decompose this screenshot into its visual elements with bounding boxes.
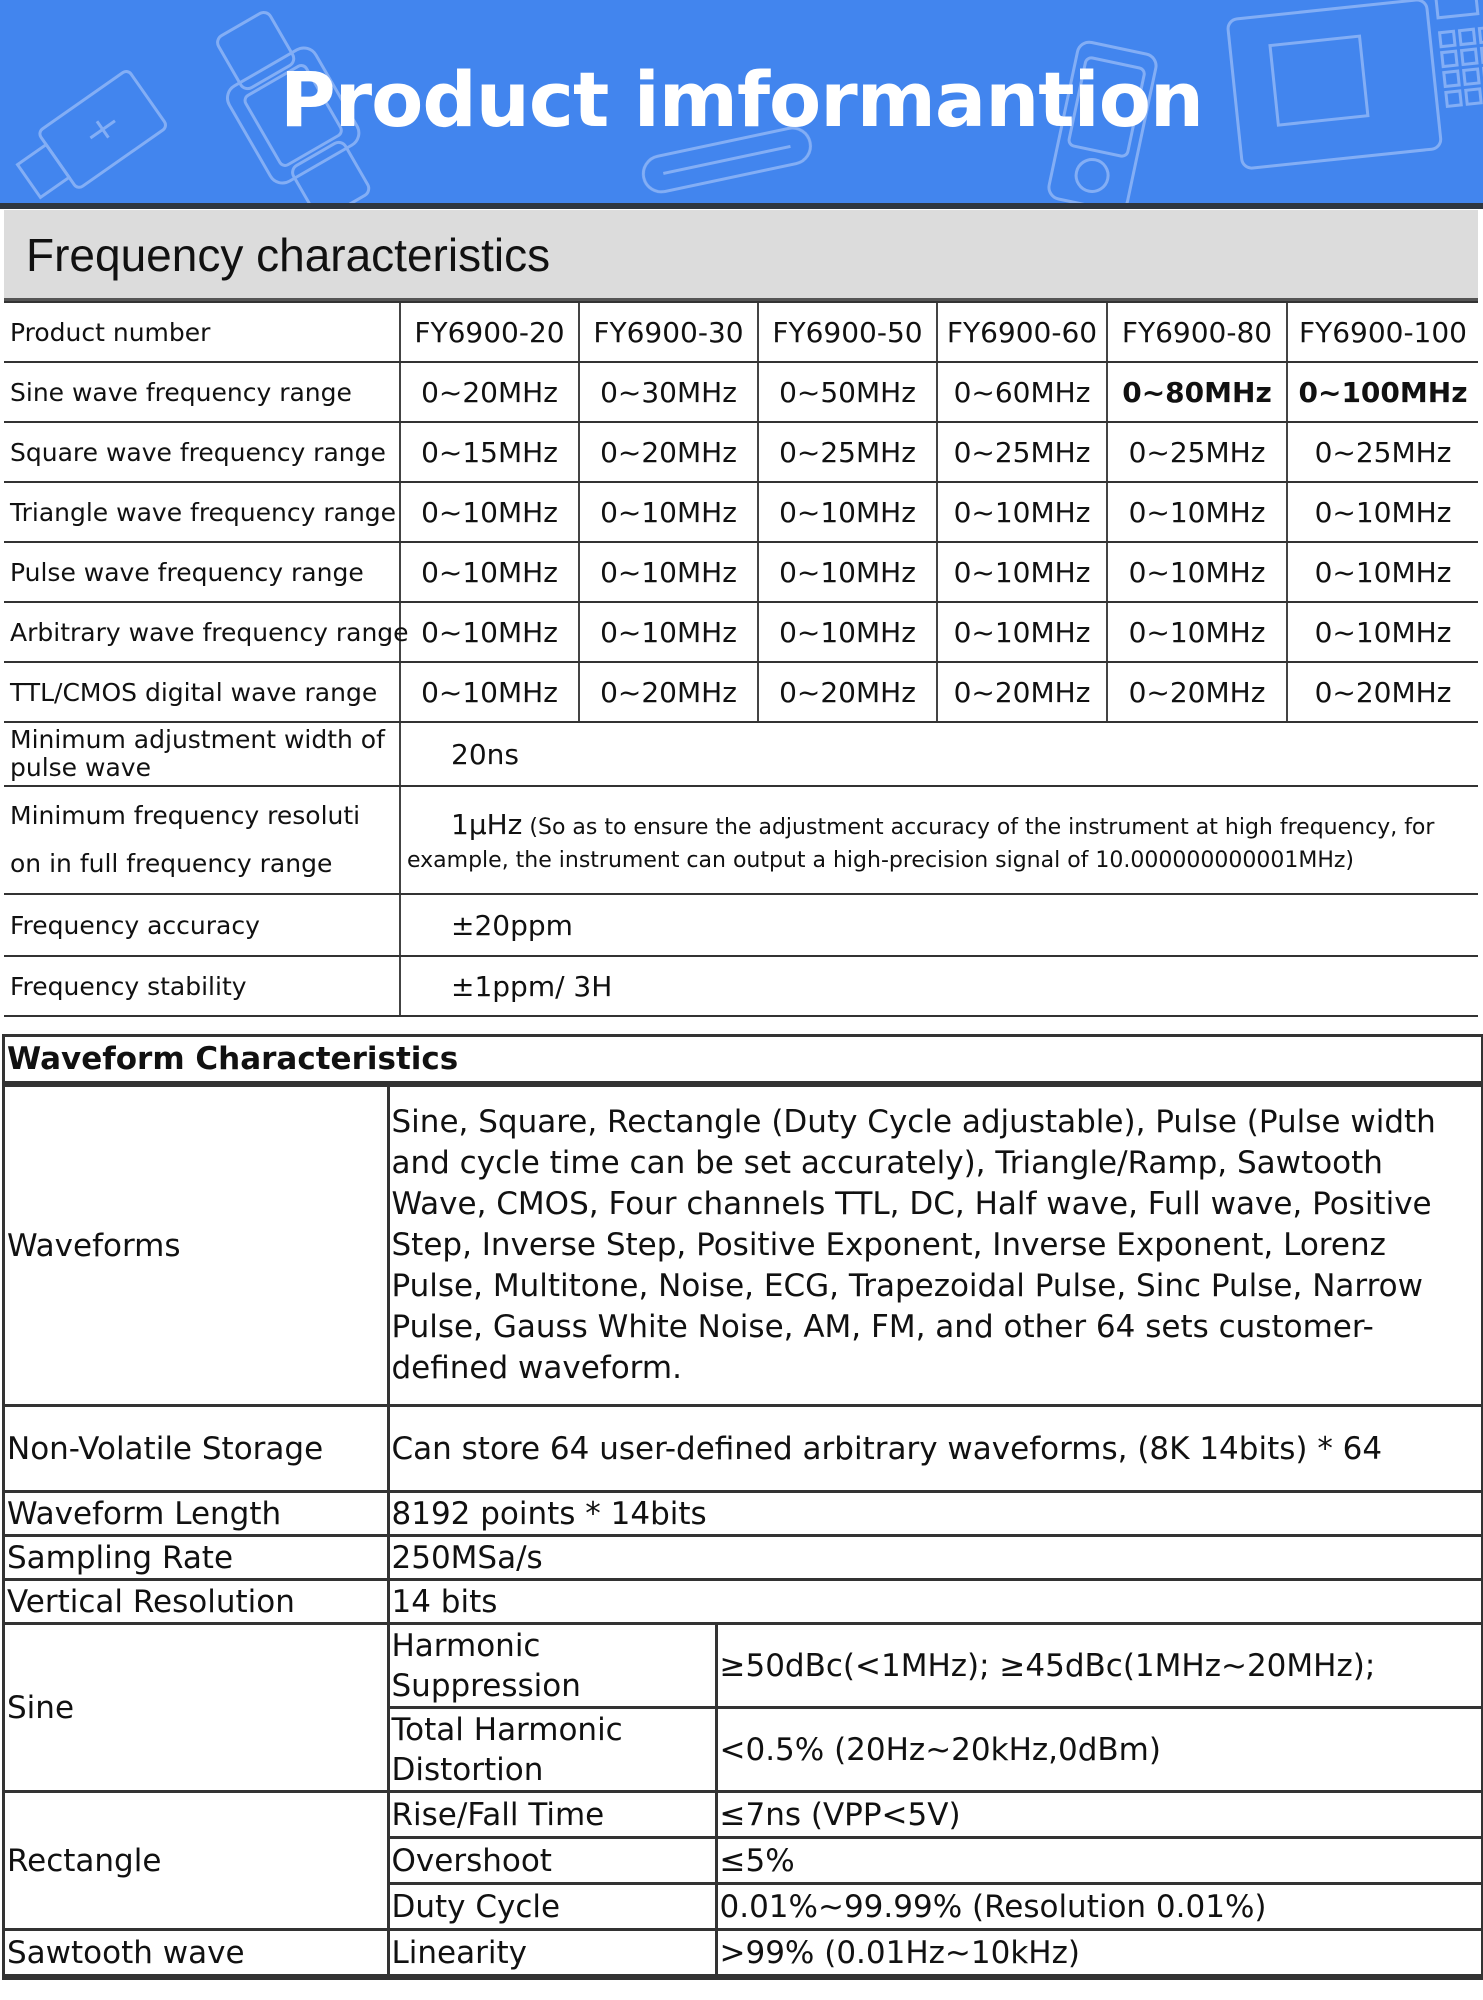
model-header: FY6900-60 (937, 302, 1107, 362)
cell-value: 0~10MHz (579, 542, 758, 602)
row-label: Sampling Rate (5, 1536, 388, 1580)
table-row (5, 1792, 1481, 1838)
cell-value: 0~20MHz (1107, 662, 1287, 722)
cell-value: 0~10MHz (400, 602, 579, 662)
cell-value: 0~50MHz (758, 362, 937, 422)
cell-value: 0~10MHz (400, 482, 579, 542)
cell-value: 0~25MHz (937, 422, 1107, 482)
header-label: Product number (4, 302, 400, 362)
model-header: FY6900-50 (758, 302, 937, 362)
cell-value: 0~10MHz (1287, 602, 1478, 662)
group-label: Sawtooth wave (5, 1930, 388, 1976)
param-value: >99% (0.01Hz~10kHz) (716, 1930, 1481, 1976)
cell-value: 0~20MHz (579, 422, 758, 482)
cell-value: 0~25MHz (758, 422, 937, 482)
cell-value: 0~20MHz (579, 662, 758, 722)
frequency-section (4, 210, 1478, 1017)
table-row (4, 662, 1478, 722)
table-row (5, 1580, 1481, 1624)
param-label: Linearity (388, 1930, 716, 1976)
cell-value: 0~20MHz (400, 362, 579, 422)
cell-value: 0~10MHz (758, 602, 937, 662)
waveform-section-title: Waveform Characteristics (5, 1037, 1481, 1084)
table-row (5, 1536, 1481, 1580)
cell-value: 0~10MHz (400, 662, 579, 722)
cell-value: 14 bits (388, 1580, 1481, 1624)
param-label: Harmonic Suppression (388, 1624, 716, 1708)
table-row (4, 482, 1478, 542)
model-header: FY6900-100 (1287, 302, 1478, 362)
cell-value: 0~25MHz (1287, 422, 1478, 482)
table-row (5, 1624, 1481, 1708)
table-row (5, 1086, 1481, 1406)
cell-value: 0~15MHz (400, 422, 579, 482)
row-label: Frequency accuracy (4, 894, 400, 956)
row-label: TTL/CMOS digital wave range (4, 662, 400, 722)
table-row (4, 786, 1478, 894)
cell-value: 0~20MHz (758, 662, 937, 722)
param-value: ≥50dBc(<1MHz); ≥45dBc(1MHz~20MHz); (716, 1624, 1481, 1708)
cell-value: 0~10MHz (1107, 542, 1287, 602)
group-label: Rectangle (5, 1792, 388, 1930)
param-label: Duty Cycle (388, 1884, 716, 1930)
table-row (4, 302, 1478, 362)
cell-value: ±1ppm/ 3H (400, 956, 1478, 1016)
row-label: Arbitrary wave frequency range (4, 602, 400, 662)
resolution-value: 1μHz (451, 807, 523, 841)
table-row (4, 894, 1478, 956)
row-label: Non-Volatile Storage (5, 1406, 388, 1492)
cell-value: 0~10MHz (937, 482, 1107, 542)
table-row (4, 422, 1478, 482)
cell-value: Can store 64 user-defined arbitrary waveforms, (8K 14bits) * 64 (388, 1406, 1481, 1492)
model-header: FY6900-80 (1107, 302, 1287, 362)
row-label: Frequency stability (4, 956, 400, 1016)
banner (0, 0, 1483, 203)
cell-value: 8192 points * 14bits (388, 1492, 1481, 1536)
cell-value: 0~10MHz (400, 542, 579, 602)
resolution-note: (So as to ensure the adjustment accuracy of the instrument at high frequency, for example, the instrument can output a high-precision signal of 10.000000000001MHz) (407, 814, 1435, 873)
table-row (4, 956, 1478, 1016)
table-row (5, 1406, 1481, 1492)
param-value: ≤5% (716, 1838, 1481, 1884)
param-label: Total Harmonic Distortion (388, 1708, 716, 1792)
cell-value: 0~10MHz (1107, 482, 1287, 542)
row-label: Square wave frequency range (4, 422, 400, 482)
cell-value: 0~10MHz (1287, 482, 1478, 542)
table-row (4, 722, 1478, 786)
cell-value: 0~20MHz (1287, 662, 1478, 722)
cell-value: 0~10MHz (1107, 602, 1287, 662)
cell-value: 0~60MHz (937, 362, 1107, 422)
cell-value: 0~25MHz (1107, 422, 1287, 482)
cell-value: 0~100MHz (1287, 362, 1478, 422)
row-label: Minimum adjustment width of pulse wave (4, 722, 400, 786)
frequency-table (4, 301, 1478, 1017)
row-label: Vertical Resolution (5, 1580, 388, 1624)
table-row (5, 1930, 1481, 1976)
row-label: Sine wave frequency range (4, 362, 400, 422)
table-row (4, 542, 1478, 602)
cell-value: 250MSa/s (388, 1536, 1481, 1580)
model-header: FY6900-30 (579, 302, 758, 362)
row-label: Pulse wave frequency range (4, 542, 400, 602)
row-label: Triangle wave frequency range (4, 482, 400, 542)
cell-value: ±20ppm (400, 894, 1478, 956)
cell-value: 0~80MHz (1107, 362, 1287, 422)
cell-value: Sine, Square, Rectangle (Duty Cycle adjustable), Pulse (Pulse width and cycle time can be set accurately), Triangle/Ramp, Sawtooth Wave, CMOS, Four channels TTL, DC, Half wave, Full wave, Positive Step, Inverse Step, Positive Exponent, Inverse Exponent, Lorenz Pulse, Multitone, Noise, ECG, Trapezoidal Pulse, Sinc Pulse, Narrow Pulse, Gauss White Noise, AM, FM, and other 64 sets customer-defined waveform. (388, 1086, 1481, 1406)
cell-value: 0~10MHz (579, 602, 758, 662)
cell-value: 0~10MHz (937, 602, 1107, 662)
cell-value: 0~20MHz (937, 662, 1107, 722)
waveform-section (2, 1034, 1483, 1980)
table-row (5, 1492, 1481, 1536)
cell-value: 0~10MHz (1287, 542, 1478, 602)
param-label: Rise/Fall Time (388, 1792, 716, 1838)
frequency-section-title: Frequency characteristics (4, 210, 1478, 301)
row-label: Minimum frequency resoluti on in full frequency range (4, 786, 400, 894)
banner-divider (0, 203, 1483, 209)
param-label: Overshoot (388, 1838, 716, 1884)
cell-value: 0~10MHz (579, 482, 758, 542)
cell-value: 20ns (400, 722, 1478, 786)
row-label: Waveforms (5, 1086, 388, 1406)
row-label: Waveform Length (5, 1492, 388, 1536)
waveform-table (5, 1084, 1481, 1977)
param-value: 0.01%~99.99% (Resolution 0.01%) (716, 1884, 1481, 1930)
resolution-cell (400, 786, 1478, 894)
model-header: FY6900-20 (400, 302, 579, 362)
banner-title: Product imformantion (279, 55, 1204, 144)
param-value: ≤7ns (VPP<5V) (716, 1792, 1481, 1838)
cell-value: 0~30MHz (579, 362, 758, 422)
cell-value: 0~10MHz (758, 542, 937, 602)
cell-value: 0~10MHz (758, 482, 937, 542)
table-row (4, 602, 1478, 662)
group-label: Sine (5, 1624, 388, 1792)
param-value: <0.5% (20Hz~20kHz,0dBm) (716, 1708, 1481, 1792)
cell-value: 0~10MHz (937, 542, 1107, 602)
table-row (4, 362, 1478, 422)
